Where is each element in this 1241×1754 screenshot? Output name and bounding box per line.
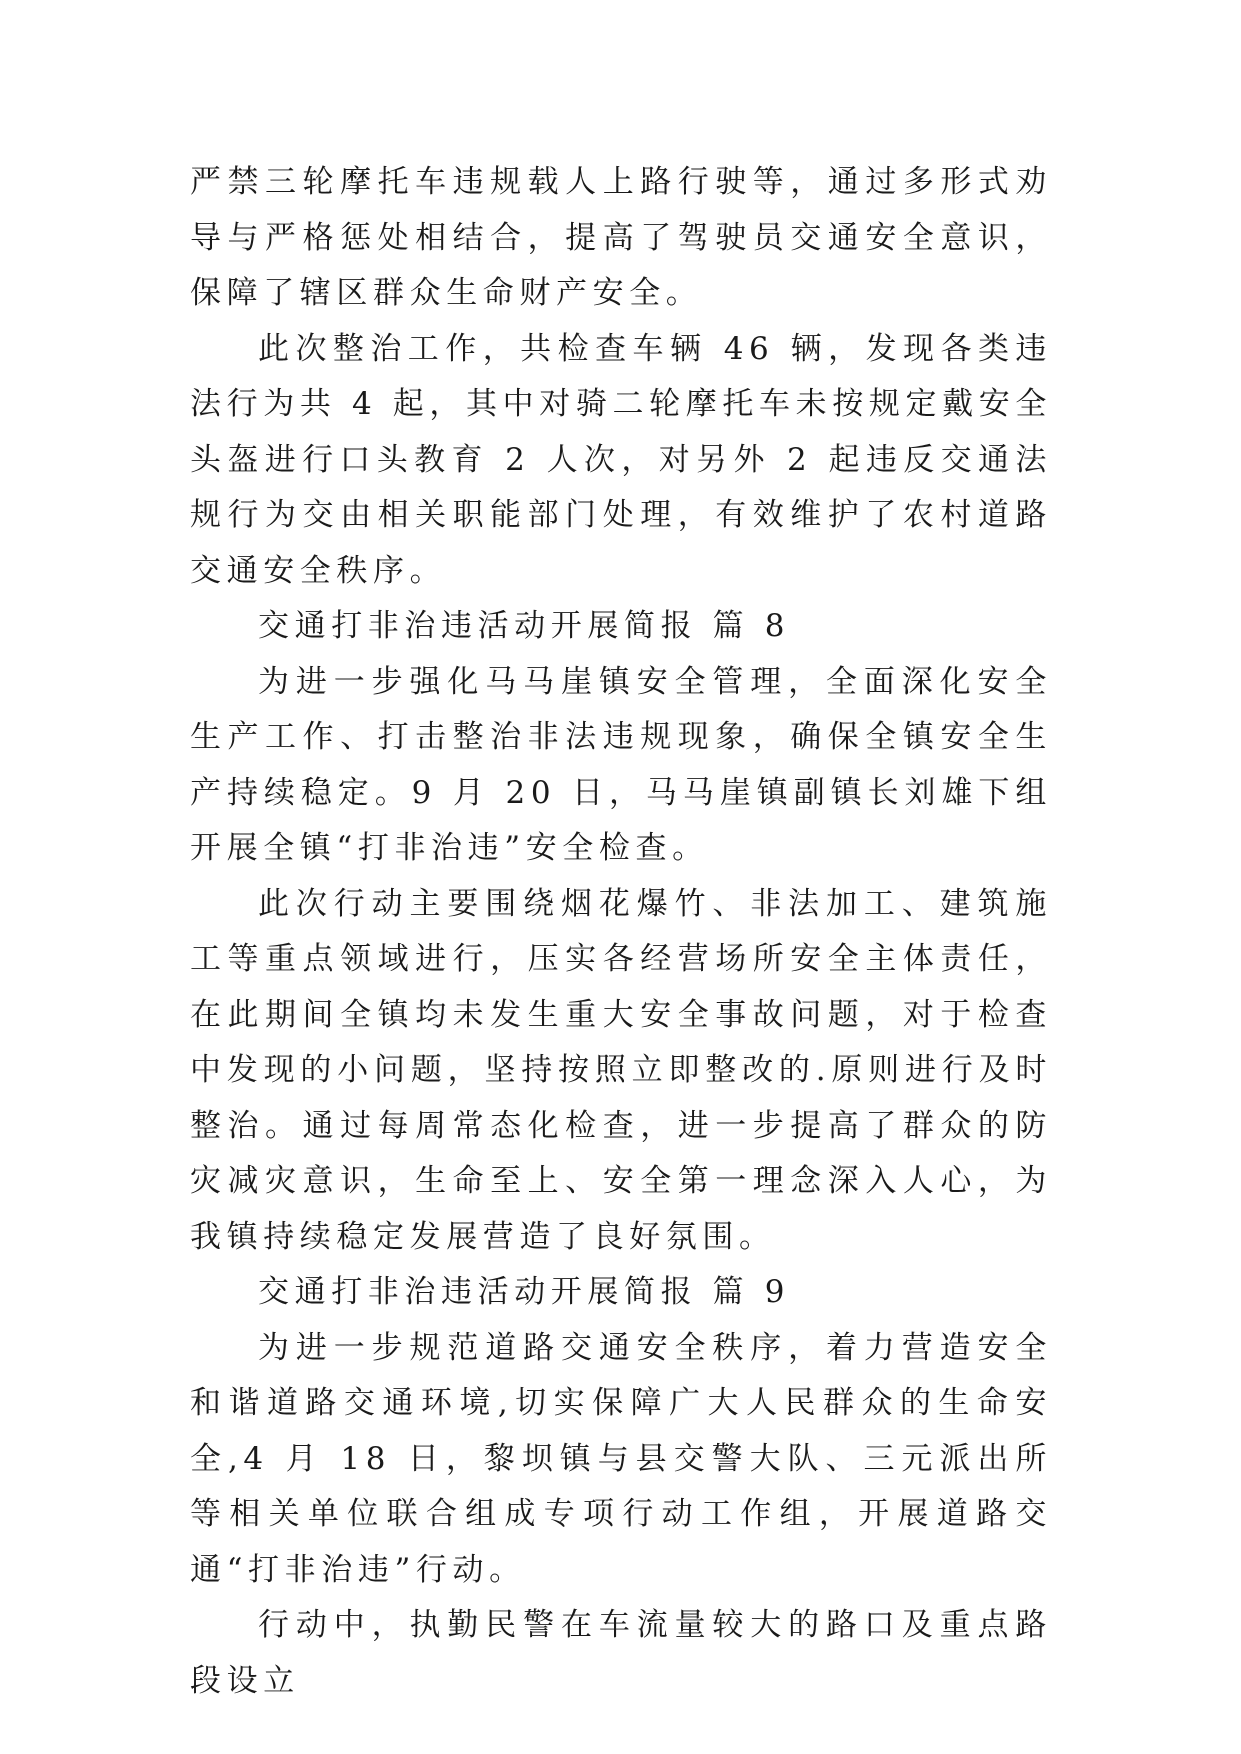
paragraph: 为进一步强化马马崖镇安全管理，全面深化安全生产工作、打击整治非法违规现象，确保全镇安全生产持续稳定。9 月 20 日，马马崖镇副镇长刘雄下组开展全镇“打非治违”安全检查。 xyxy=(190,663,1052,866)
paragraph: 严禁三轮摩托车违规载人上路行驶等，通过多形式劝导与严格惩处相结合，提高了驾驶员交通安全意识，保障了辖区群众生命财产安全。 xyxy=(190,164,1052,311)
section-heading: 交通打非治违活动开展简报 篇 8 xyxy=(258,608,791,644)
section-heading: 交通打非治违活动开展简报 篇 9 xyxy=(258,1274,791,1310)
paragraph: 此次行动主要围绕烟花爆竹、非法加工、建筑施工等重点领域进行，压实各经营场所安全主体责任，在此期间全镇均未发生重大安全事故问题，对于检查中发现的小问题，坚持按照立即整改的.原则进行及时整治。通过每周常态化检查，进一步提高了群众的防灾减灾意识，生命至上、安全第一理念深入人心，为我镇持续稳定发展营造了良好氛围。 xyxy=(190,885,1052,1255)
paragraph: 为进一步规范道路交通安全秩序，着力营造安全和谐道路交通环境,切实保障广大人民群众的生命安全,4 月 18 日，黎坝镇与县交警大队、三元派出所等相关单位联合组成专项行动工作组，开展道路交通“打非治违”行动。 xyxy=(190,1329,1052,1588)
paragraph: 此次整治工作，共检查车辆 46 辆，发现各类违法行为共 4 起，其中对骑二轮摩托车未按规定戴安全头盔进行口头教育 2 人次，对另外 2 起违反交通法规行为交由相关职能部门处理，有效维护了农村道路交通安全秩序。 xyxy=(190,330,1052,589)
paragraph: 行动中，执勤民警在车流量较大的路口及重点路段设立 xyxy=(190,1607,1052,1699)
document-body xyxy=(190,155,1052,1709)
